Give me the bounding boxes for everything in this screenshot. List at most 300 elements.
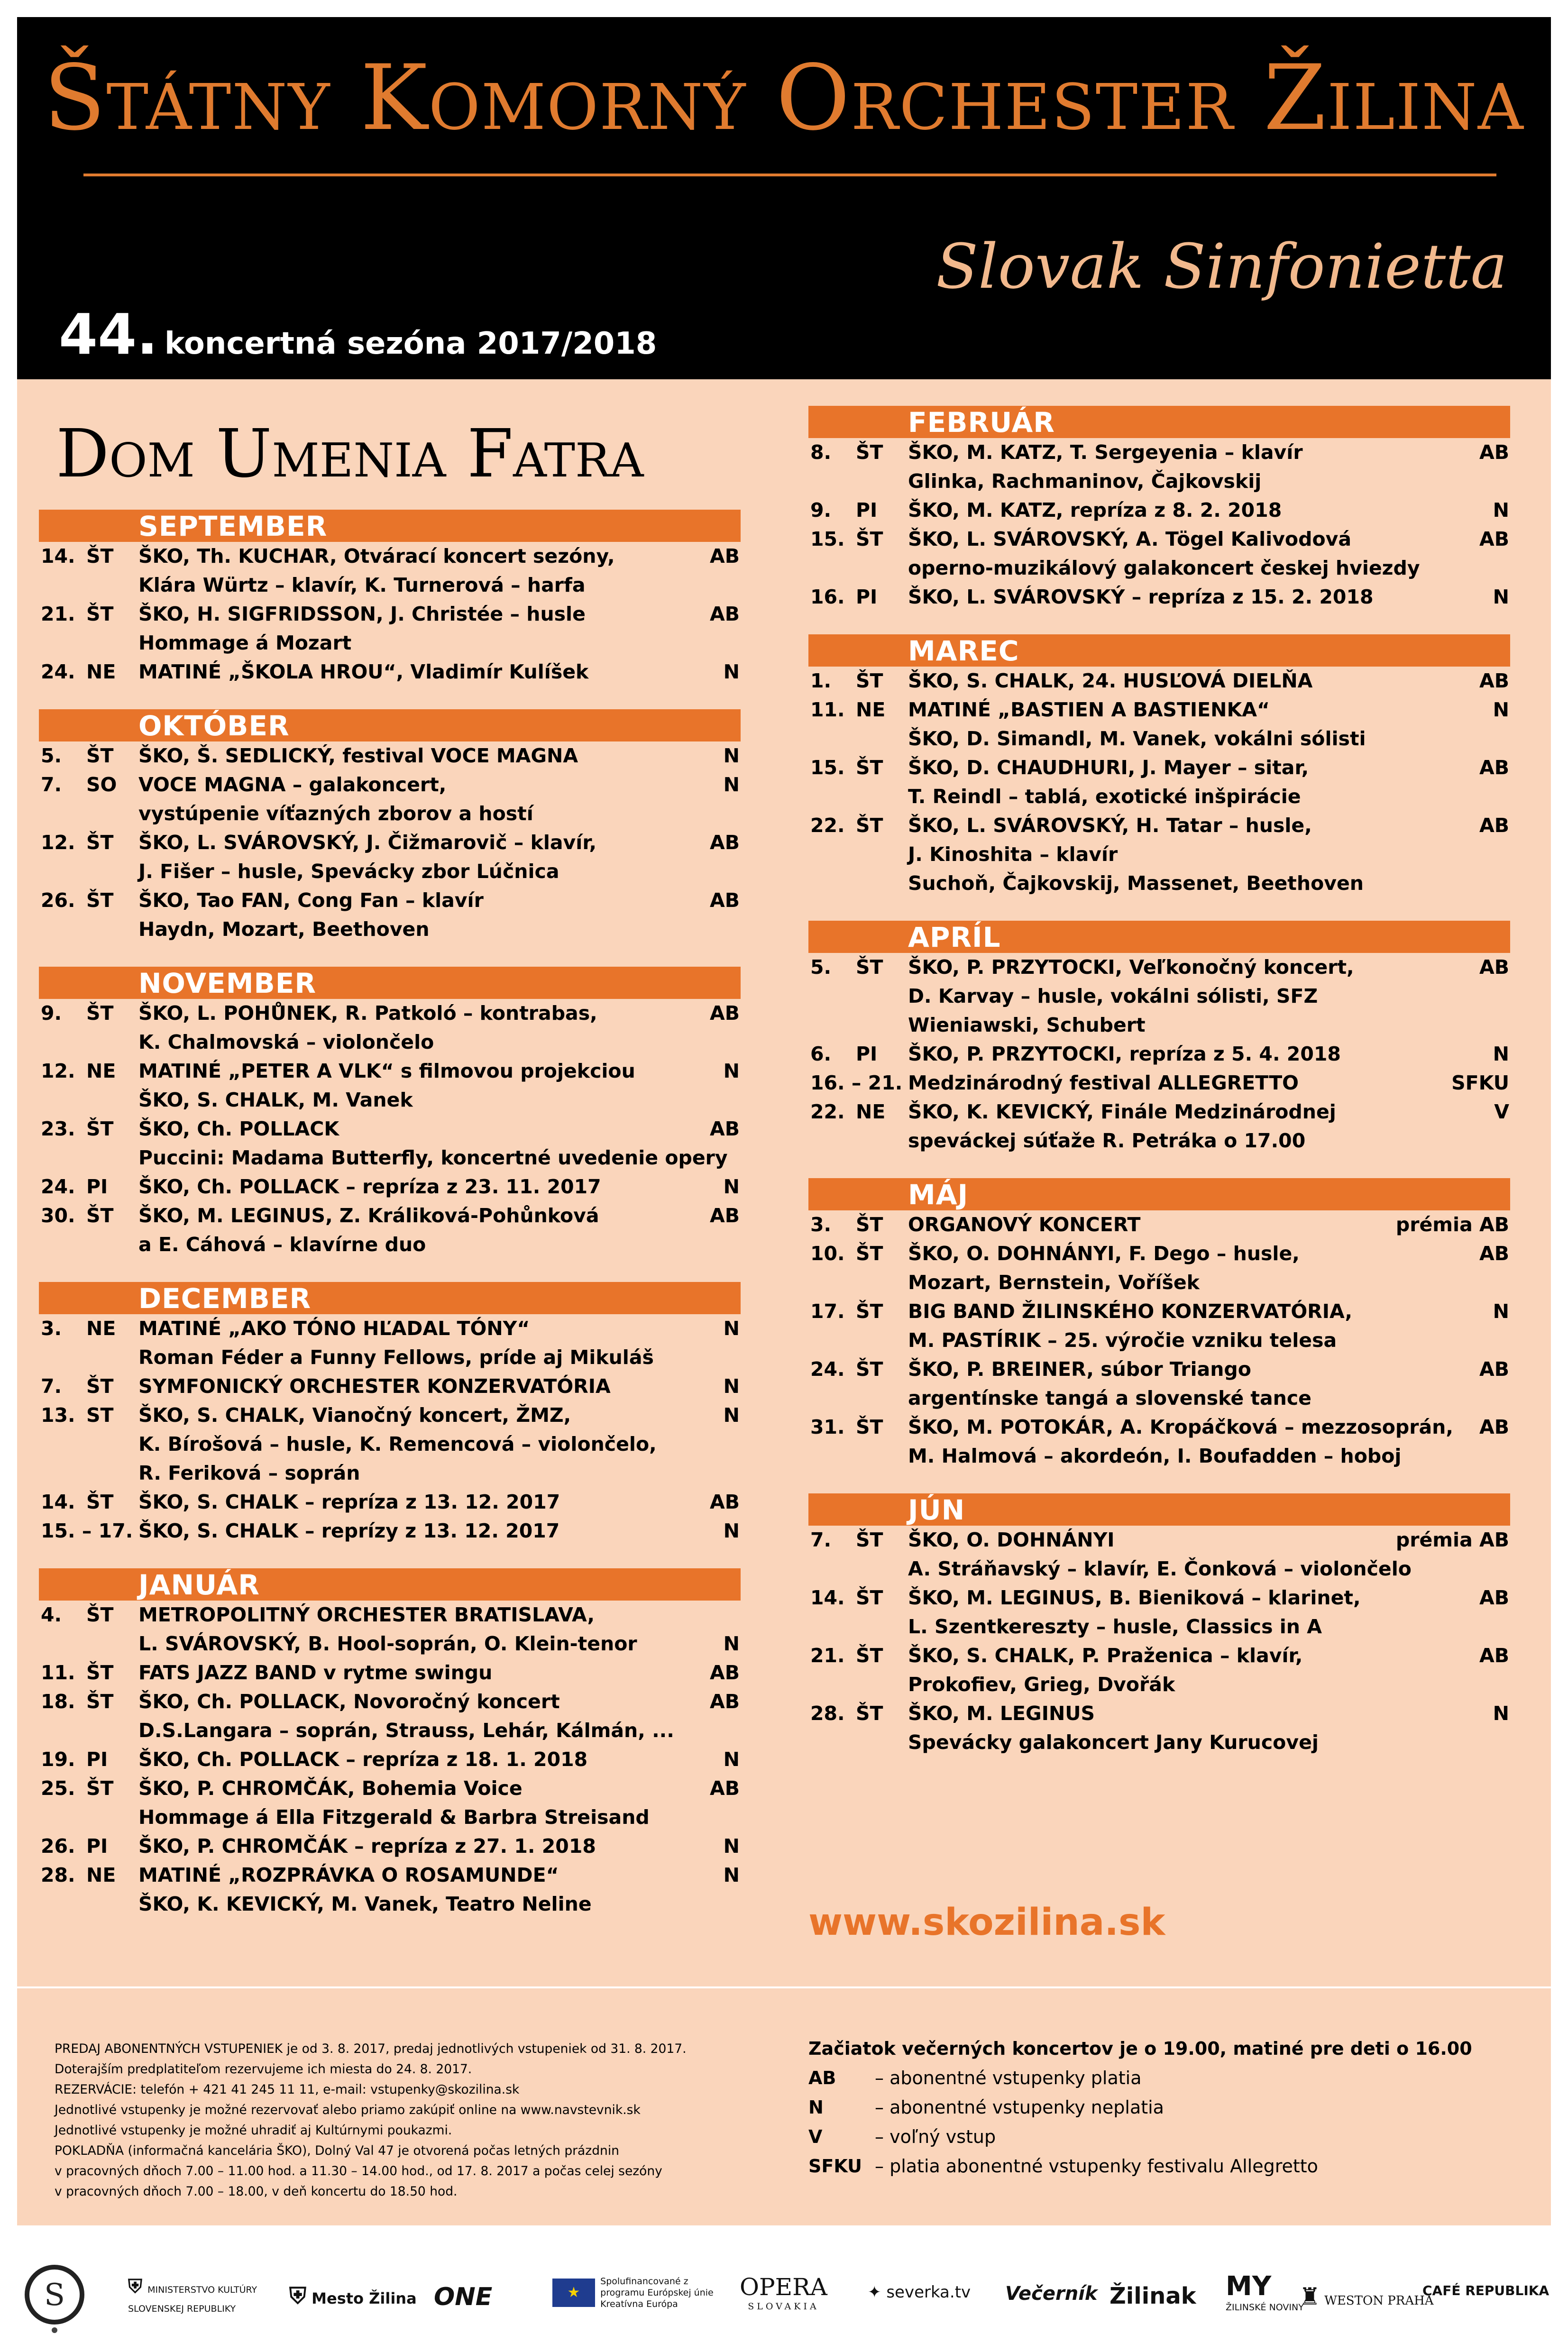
concert-text: L. SVÁROVSKÝ, B. Hool-soprán, O. Klein-tenor: [138, 1632, 637, 1655]
concert-code: AB: [1479, 441, 1509, 464]
concert-row: [39, 1774, 741, 1803]
concert-weekday: ŠT: [856, 756, 883, 779]
concert-text: ŠKO, L. SVÁROVSKÝ – repríza z 15. 2. 2018: [908, 586, 1374, 608]
legend-item: [808, 2151, 1472, 2181]
concert-row: [39, 571, 741, 600]
concert-row: [808, 1268, 1510, 1297]
concert-date: 25.: [41, 1777, 75, 1800]
concert-text: ŠKO, S. CHALK, P. Praženica – klavír,: [908, 1644, 1303, 1667]
concert-code: AB: [710, 889, 740, 912]
severka-logo: [868, 2283, 971, 2302]
concert-weekday: ŠT: [856, 528, 883, 550]
month-header: JANUÁR: [39, 1568, 741, 1601]
concert-row: [39, 1028, 741, 1057]
concert-weekday: ŠT: [86, 1491, 114, 1513]
concert-date: 13.: [41, 1404, 75, 1427]
concert-row: [808, 753, 1510, 782]
concert-date: 21.: [41, 603, 75, 625]
concert-row: [808, 1728, 1510, 1757]
concert-code: SFKU: [1451, 1071, 1509, 1094]
concert-date: 31.: [810, 1416, 845, 1438]
concert-text: ORGANOVÝ KONCERT: [908, 1213, 1141, 1236]
concert-weekday: ŠT: [856, 669, 883, 692]
concert-row: [39, 799, 741, 828]
concert-text: ŠKO, P. CHROMČÁK, Bohemia Voice: [138, 1777, 523, 1800]
concert-date: 12.: [41, 1060, 75, 1082]
concert-row: [808, 1699, 1510, 1728]
concert-code: N: [1493, 698, 1509, 721]
ticket-info-line: Jednotlivé vstupenky je možné uhradiť aj Kultúrnymi poukazmi.: [55, 2123, 452, 2138]
concert-code: AB: [710, 831, 740, 854]
concert-text: ŠKO, M. KATZ, T. Sergeyenia – klavír: [908, 441, 1303, 464]
concert-row: [808, 554, 1510, 583]
concert-code: N: [723, 744, 740, 767]
concert-text: METROPOLITNÝ ORCHESTER BRATISLAVA,: [138, 1603, 595, 1626]
concert-row: [39, 1803, 741, 1832]
concert-row: [39, 1343, 741, 1372]
concert-row: [39, 915, 741, 944]
concert-text: Prokofiev, Grieg, Dvořák: [908, 1673, 1175, 1696]
one-logo: ONE: [434, 2283, 493, 2311]
concert-weekday: PI: [86, 1175, 108, 1198]
ornament-line: [83, 174, 1496, 176]
sko-logo-icon: [14, 2257, 95, 2342]
concert-text: D. Karvay – husle, vokálni sólisti, SFZ: [908, 985, 1318, 1007]
concert-date: 11.: [810, 698, 845, 721]
concert-text: ŠKO, O. DOHNÁNYI, F. Dego – husle,: [908, 1242, 1300, 1265]
concert-row: [808, 1526, 1510, 1555]
city-logo: [289, 2283, 417, 2310]
slovak-sinfonietta-subtitle: Slovak Sinfonietta: [936, 230, 1507, 302]
concert-row: [39, 1314, 741, 1343]
footer-divider: [17, 1986, 1551, 1988]
concert-text: L. Szentkereszty – husle, Classics in A: [908, 1615, 1322, 1638]
concert-text: ŠKO, S. CHALK, Vianočný koncert, ŽMZ,: [138, 1404, 571, 1427]
concert-text: Spevácky galakoncert Jany Kurucovej: [908, 1731, 1319, 1754]
concert-weekday: NE: [86, 660, 116, 683]
legend-desc: – abonentné vstupenky neplatia: [875, 2097, 1164, 2118]
concert-date: 28.: [810, 1702, 845, 1725]
concert-row: [808, 1442, 1510, 1471]
concert-text: ŠKO, Ch. POLLACK – repríza z 18. 1. 2018: [138, 1748, 588, 1771]
legend-desc: – abonentné vstupenky platia: [875, 2068, 1142, 2088]
season-number: 44.: [59, 302, 158, 367]
concert-text: ŠKO, L. SVÁROVSKÝ, A. Tögel Kalivodová: [908, 528, 1352, 550]
concert-row: [39, 770, 741, 799]
concert-weekday: ŠT: [856, 1528, 883, 1551]
month-block: [808, 634, 1510, 898]
ticket-info-line: Doterajším predplatiteľom rezervujeme ich miesta do 24. 8. 2017.: [55, 2062, 472, 2077]
concert-code: N: [723, 1864, 740, 1886]
concert-code: N: [723, 1835, 740, 1858]
month-block: [808, 1493, 1510, 1757]
concert-date: 19.: [41, 1748, 75, 1771]
concert-text: Hommage á Ella Fitzgerald & Barbra Streisand: [138, 1806, 650, 1829]
concert-row: [808, 667, 1510, 696]
concert-date: 23.: [41, 1117, 75, 1140]
weston-logo: [1299, 2283, 1434, 2310]
month-block: [808, 1178, 1510, 1471]
concert-text: ŠKO, M. LEGINUS, B. Bieniková – klarinet,: [908, 1586, 1361, 1609]
concert-row: [808, 1069, 1510, 1098]
concert-text: ŠKO, S. CHALK, M. Vanek: [138, 1089, 413, 1111]
concert-weekday: ŠT: [856, 1213, 883, 1236]
concert-row: [39, 886, 741, 915]
concert-text: ŠKO, L. SVÁROVSKÝ, J. Čižmarovič – klavír,: [138, 831, 597, 854]
concert-text: FATS JAZZ BAND v rytme swingu: [138, 1661, 493, 1684]
concert-weekday: ŠT: [856, 441, 883, 464]
concert-code: N: [723, 1519, 740, 1542]
concert-row: [39, 828, 741, 857]
my-logo: [1226, 2271, 1304, 2313]
concert-row: [39, 1745, 741, 1774]
concert-code: AB: [710, 1690, 740, 1713]
concert-date: 18.: [41, 1690, 75, 1713]
concert-text: D.S.Langara – soprán, Strauss, Lehár, Kálmán, ...: [138, 1719, 674, 1742]
concert-weekday: NE: [86, 1317, 116, 1340]
concert-code: N: [1493, 1702, 1509, 1725]
concert-weekday: ŠT: [86, 1204, 114, 1227]
concert-text: ŠKO, S. CHALK, 24. HUSĽOVÁ DIELŇA: [908, 669, 1313, 692]
season-label: [59, 302, 657, 367]
concert-weekday: PI: [856, 586, 878, 608]
concert-text: ŠKO, S. CHALK – repríza z 13. 12. 2017: [138, 1491, 560, 1513]
concert-text: Mozart, Bernstein, Voříšek: [908, 1271, 1200, 1294]
month-header: MAREC: [808, 634, 1510, 667]
concert-weekday: ŠT: [86, 1375, 114, 1398]
legend-code: V: [808, 2126, 823, 2147]
concert-text: ŠKO, Ch. POLLACK, Novoročný koncert: [138, 1690, 560, 1713]
legend-item: [808, 2122, 1472, 2151]
concert-row: [39, 542, 741, 571]
concert-date: 9.: [41, 1002, 62, 1025]
concert-text: ŠKO, M. LEGINUS: [908, 1702, 1095, 1725]
concert-row: [808, 840, 1510, 869]
concert-text: ŠKO, K. KEVICKÝ, M. Vanek, Teatro Neline: [138, 1893, 592, 1915]
concert-text: ŠKO, P. BREINER, súbor Triango: [908, 1358, 1251, 1381]
concert-row: [808, 953, 1510, 982]
ticket-info: [55, 2039, 766, 2202]
concert-date: 30.: [41, 1204, 75, 1227]
concert-date: 28.: [41, 1864, 75, 1886]
concert-text: ŠKO, L. POHŮNEK, R. Patkoló – kontrabas,: [138, 1002, 597, 1025]
my-sub-label: ŽILINSKÉ NOVINY: [1226, 2302, 1304, 2313]
concert-text: Roman Féder a Funny Fellows, príde aj Mikuláš: [138, 1346, 654, 1369]
concert-weekday: ŠT: [86, 545, 114, 567]
concert-text: ŠKO, P. PRZYTOCKI, Veľkonočný koncert,: [908, 956, 1354, 979]
concert-text: Medzinárodný festival ALLEGRETTO: [908, 1071, 1299, 1094]
concert-row: [808, 1126, 1510, 1155]
concert-text: T. Reindl – tablá, exotické inšpirácie: [908, 785, 1301, 808]
concert-row: [39, 857, 741, 886]
concert-date: 17.: [810, 1300, 845, 1323]
cafe-logo: CAFÉ REPUBLIKA: [1422, 2283, 1550, 2298]
legend-code: SFKU: [808, 2156, 862, 2177]
concert-date: 12.: [41, 831, 75, 854]
concert-code: N: [1493, 499, 1509, 522]
concert-date: 14.: [41, 545, 75, 567]
concert-date: 22.: [810, 1100, 845, 1123]
concert-weekday: PI: [856, 499, 878, 522]
my-label: MY: [1226, 2271, 1272, 2302]
concert-row: [39, 1372, 741, 1401]
concert-code: AB: [1479, 1358, 1509, 1381]
concert-date: 7.: [41, 773, 62, 796]
concert-text: vystúpenie víťazných zborov a hostí: [138, 802, 533, 825]
concert-code: AB: [1479, 956, 1509, 979]
concert-row: [808, 1641, 1510, 1670]
severka-label: severka.tv: [886, 2283, 971, 2302]
concert-text: a E. Cáhová – klavírne duo: [138, 1233, 426, 1256]
concert-row: [39, 1488, 741, 1517]
concert-text: MATINÉ „AKO TÓNO HĽADAL TÓNY“: [138, 1317, 530, 1340]
city-coat-of-arms-icon: ⛨: [289, 2283, 307, 2309]
concert-text: Glinka, Rachmaninov, Čajkovskij: [908, 470, 1262, 493]
concert-row: [808, 1670, 1510, 1699]
zilinak-logo: Žilinak: [1110, 2283, 1196, 2309]
concert-weekday: ŠT: [856, 956, 883, 979]
concert-text: ŠKO, S. CHALK – reprízy z 13. 12. 2017: [138, 1519, 560, 1542]
concert-code: N: [723, 1060, 740, 1082]
concert-row: [808, 1210, 1510, 1239]
concert-code: N: [723, 1404, 740, 1427]
month-block: [39, 709, 741, 944]
concert-text: ŠKO, D. Simandl, M. Vanek, vokálni sólisti: [908, 727, 1366, 750]
concert-row: [39, 1658, 741, 1687]
legend-item: [808, 2063, 1472, 2093]
concert-code: AB: [1479, 669, 1509, 692]
concert-text: ŠKO, Th. KUCHAR, Otvárací koncert sezóny,: [138, 545, 615, 567]
concert-row: [39, 1401, 741, 1430]
concert-row: [39, 1086, 741, 1115]
concert-weekday: ŠT: [856, 1644, 883, 1667]
eu-logo: [552, 2276, 723, 2310]
concert-text: R. Feriková – soprán: [138, 1462, 360, 1484]
concert-row: [808, 1384, 1510, 1413]
concert-text: Hommage á Mozart: [138, 631, 352, 654]
concert-text: J. Fišer – husle, Spevácky zbor Lúčnica: [138, 860, 559, 883]
concert-date: 8.: [810, 441, 832, 464]
concert-date: 24.: [41, 660, 75, 683]
concert-text: M. Halmová – akordeón, I. Boufadden – hoboj: [908, 1445, 1402, 1467]
concert-row: [808, 1326, 1510, 1355]
concert-row: [808, 1355, 1510, 1384]
concert-row: [39, 1057, 741, 1086]
concert-text: ŠKO, L. SVÁROVSKÝ, H. Tatar – husle,: [908, 814, 1312, 837]
concert-text: SYMFONICKÝ ORCHESTER KONZERVATÓRIA: [138, 1375, 611, 1398]
ticket-info-line: POKLADŇA (informačná kancelária ŠKO), Dolný Val 47 je otvorená počas letných prázdnin: [55, 2143, 619, 2158]
concert-row: [808, 1239, 1510, 1268]
concert-text: ŠKO, Tao FAN, Cong Fan – klavír: [138, 889, 484, 912]
concert-code: N: [1493, 586, 1509, 608]
legend-code: AB: [808, 2068, 836, 2088]
concert-row: [39, 1144, 741, 1172]
concert-row: [808, 696, 1510, 724]
concert-row: [808, 1011, 1510, 1040]
concert-text: Wieniawski, Schubert: [908, 1014, 1146, 1036]
concert-text: K. Bírošová – husle, K. Remencová – violončelo,: [138, 1433, 657, 1455]
month-header: OKTÓBER: [39, 709, 741, 741]
concert-row: [39, 1687, 741, 1716]
concert-code: AB: [1479, 1644, 1509, 1667]
concert-row: [808, 782, 1510, 811]
concert-text: Puccini: Madama Butterfly, koncertné uvedenie opery: [138, 1146, 728, 1169]
concert-row: [808, 982, 1510, 1011]
concert-weekday: ŠT: [86, 1603, 114, 1626]
concert-row: [808, 811, 1510, 840]
svg-text:S: S: [44, 2278, 65, 2313]
concert-text: MATINÉ „ŠKOLA HROU“, Vladimír Kulíšek: [138, 660, 589, 683]
concert-date: 15. – 17.: [41, 1519, 133, 1542]
concert-weekday: NE: [856, 698, 886, 721]
start-time-info: Začiatok večerných koncertov je o 19.00, matiné pre deti o 16.00: [808, 2038, 1472, 2059]
concert-text: ŠKO, Ch. POLLACK – repríza z 23. 11. 2017: [138, 1175, 601, 1198]
concert-weekday: ŠT: [86, 744, 114, 767]
concert-row: [39, 658, 741, 686]
orchestra-title: Štátny Komorný Orchester Žilina: [44, 46, 1524, 150]
concert-weekday: NE: [856, 1100, 886, 1123]
concert-code: V: [1494, 1100, 1509, 1123]
concert-text: ŠKO, K. KEVICKÝ, Finále Medzinárodnej: [908, 1100, 1336, 1123]
concert-row: [39, 1601, 741, 1629]
concert-date: 6.: [810, 1043, 832, 1065]
concert-text: K. Chalmovská – violončelo: [138, 1031, 434, 1053]
concert-row: [39, 1201, 741, 1230]
concert-code: AB: [710, 1661, 740, 1684]
concert-weekday: ŠT: [856, 1416, 883, 1438]
ticket-info-line: Jednotlivé vstupenky je možné rezervovať alebo priamo zakúpiť online na www.navstevnik.sk: [55, 2103, 641, 2117]
ticket-info-line: v pracovných dňoch 7.00 – 18.00, v deň koncertu do 18.50 hod.: [55, 2184, 458, 2199]
concert-weekday: ŠT: [856, 1242, 883, 1265]
month-block: [39, 967, 741, 1259]
season-text: koncertná sezóna 2017/2018: [165, 326, 657, 361]
concert-row: [39, 741, 741, 770]
concert-row: [39, 1832, 741, 1861]
concert-date: 7.: [41, 1375, 62, 1398]
concert-date: 4.: [41, 1603, 62, 1626]
concert-date: 10.: [810, 1242, 845, 1265]
concert-text: J. Kinoshita – klavír: [908, 843, 1118, 866]
concert-text: ŠKO, O. DOHNÁNYI: [908, 1528, 1115, 1551]
concert-code: N: [723, 1175, 740, 1198]
concert-weekday: ŠT: [86, 603, 114, 625]
concert-weekday: ŠT: [86, 1777, 114, 1800]
legend: [808, 2034, 1472, 2181]
concert-text: operno-muzikálový galakoncert českej hviezdy: [908, 557, 1420, 579]
concert-code: N: [1493, 1300, 1509, 1323]
concert-weekday: ŠT: [856, 1586, 883, 1609]
concert-row: [39, 1629, 741, 1658]
concert-text: BIG BAND ŽILINSKÉHO KONZERVATÓRIA,: [908, 1300, 1353, 1323]
concert-weekday: ŠT: [86, 1661, 114, 1684]
month-block: [808, 406, 1510, 612]
concert-row: [39, 999, 741, 1028]
concert-code: AB: [710, 603, 740, 625]
concert-date: 15.: [810, 756, 845, 779]
concert-date: 16. – 21.: [810, 1071, 903, 1094]
concert-row: [39, 1517, 741, 1546]
concert-row: [39, 1430, 741, 1459]
concert-text: A. Stráňavský – klavír, E. Čonková – violončelo: [908, 1557, 1412, 1580]
concert-weekday: ŠT: [86, 1690, 114, 1713]
concert-text: ŠKO, H. SIGFRIDSSON, J. Christée – husle: [138, 603, 586, 625]
website-link[interactable]: www.skozilina.sk: [808, 1901, 1165, 1944]
concert-date: 24.: [41, 1175, 75, 1198]
concert-code: N: [723, 660, 740, 683]
concert-row: [808, 1555, 1510, 1583]
concert-text: ŠKO, Š. SEDLICKÝ, festival VOCE MAGNA: [138, 744, 578, 767]
concert-date: 26.: [41, 889, 75, 912]
concert-row: [808, 1413, 1510, 1442]
concert-row: [39, 1459, 741, 1488]
concert-date: 3.: [41, 1317, 62, 1340]
header-band: [17, 17, 1551, 379]
concert-text: MATINÉ „ROZPRÁVKA O ROSAMUNDE“: [138, 1864, 559, 1886]
concert-row: [808, 467, 1510, 496]
month-header: APRÍL: [808, 921, 1510, 953]
concert-row: [808, 438, 1510, 467]
legend-desc: – platia abonentné vstupenky festivalu Allegretto: [875, 2156, 1318, 2177]
concert-row: [39, 600, 741, 629]
eu-label: Spolufinancované z programu Európskej únie Kreatívna Európa: [600, 2276, 714, 2309]
concert-date: 22.: [810, 814, 845, 837]
weston-label: WESTON PRAHA: [1324, 2294, 1434, 2308]
concert-weekday: PI: [86, 1748, 108, 1771]
concert-code: AB: [710, 1491, 740, 1513]
concert-row: [39, 629, 741, 658]
concert-text: Haydn, Mozart, Beethoven: [138, 918, 430, 941]
concert-row: [39, 1716, 741, 1745]
vecernik-logo: Večerník: [1005, 2283, 1098, 2305]
eu-flag-icon: ★: [552, 2279, 595, 2307]
month-header: MÁJ: [808, 1178, 1510, 1210]
concert-date: 14.: [810, 1586, 845, 1609]
legend-desc: – voľný vstup: [875, 2126, 996, 2147]
concert-text: ŠKO, M. LEGINUS, Z. Králiková-Pohůnková: [138, 1204, 599, 1227]
star-icon: ✦: [868, 2283, 881, 2302]
concert-text: VOCE MAGNA – galakoncert,: [138, 773, 447, 796]
concert-code: AB: [710, 1204, 740, 1227]
legend-code: N: [808, 2097, 824, 2118]
concert-row: [808, 583, 1510, 612]
concert-code: N: [1493, 1043, 1509, 1065]
concert-code: AB: [1479, 756, 1509, 779]
concert-code: N: [723, 773, 740, 796]
concert-weekday: ŠT: [86, 889, 114, 912]
concert-code: AB: [710, 1777, 740, 1800]
concert-row: [808, 1583, 1510, 1612]
concert-row: [808, 496, 1510, 525]
concert-weekday: NE: [86, 1060, 116, 1082]
ministry-logo: [128, 2276, 280, 2315]
ticket-info-line: PREDAJ ABONENTNÝCH VSTUPENIEK je od 3. 8. 2017, predaj jednotlivých vstupeniek od 31. 8. 2017.: [55, 2041, 687, 2056]
concert-code: AB: [710, 1002, 740, 1025]
concert-text: MATINÉ „BASTIEN A BASTIENKA“: [908, 698, 1270, 721]
concert-text: argentínske tangá a slovenské tance: [908, 1387, 1311, 1409]
opera-sub-label: SLOVAKIA: [748, 2301, 819, 2312]
concert-code: N: [723, 1748, 740, 1771]
month-header: FEBRUÁR: [808, 406, 1510, 438]
concert-date: 24.: [810, 1358, 845, 1381]
concert-code: prémia AB: [1395, 1213, 1509, 1236]
concert-text: Klára Würtz – klavír, K. Turnerová – harfa: [138, 574, 586, 596]
concert-text: ŠKO, P. CHROMČÁK – repríza z 27. 1. 2018: [138, 1835, 596, 1858]
month-header: JÚN: [808, 1493, 1510, 1526]
concert-row: [39, 1890, 741, 1919]
concert-code: N: [723, 1375, 740, 1398]
concert-row: [808, 869, 1510, 898]
concert-row: [39, 1115, 741, 1144]
